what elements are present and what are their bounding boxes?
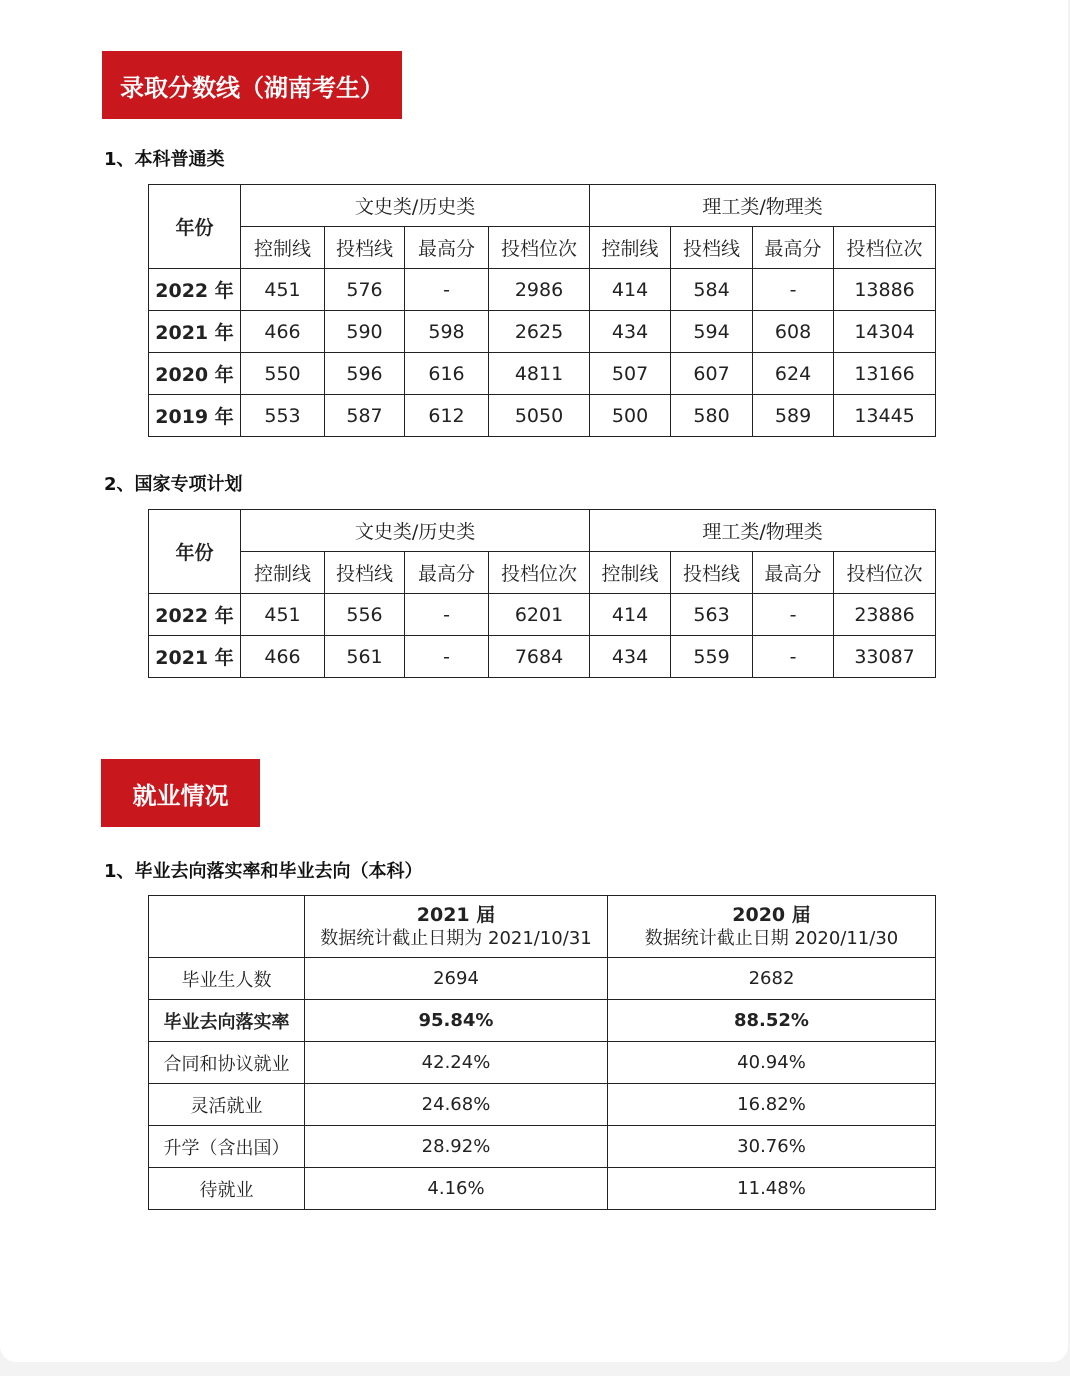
table-cell: 624	[753, 353, 834, 395]
table-cell: -	[753, 269, 834, 311]
row-label: 待就业	[149, 1168, 305, 1210]
table-cell: 414	[590, 594, 671, 636]
column-header: 投档线	[671, 552, 753, 594]
table-cell: 550	[241, 353, 325, 395]
table-cell: 6201	[489, 594, 590, 636]
table-cell: 563	[671, 594, 753, 636]
column-header: 最高分	[405, 552, 489, 594]
table-cell: 451	[241, 269, 325, 311]
year-cell: 2021 年	[149, 311, 241, 353]
table-cell: 500	[590, 395, 671, 437]
table-cell: 589	[753, 395, 834, 437]
table-cell: 612	[405, 395, 489, 437]
year-cell: 2020 年	[149, 353, 241, 395]
table-cell: 580	[671, 395, 753, 437]
year-cell: 2022 年	[149, 594, 241, 636]
year-cell: 2022 年	[149, 269, 241, 311]
table-cell: 556	[325, 594, 405, 636]
table-cell: 42.24%	[305, 1042, 608, 1084]
table-cell: 13886	[834, 269, 936, 311]
table-cell: 608	[753, 311, 834, 353]
table-cell: 28.92%	[305, 1126, 608, 1168]
table-cell: 16.82%	[608, 1084, 936, 1126]
table-cell: 466	[241, 636, 325, 678]
table-row	[149, 269, 936, 311]
column-header: 控制线	[590, 552, 671, 594]
table-cell: 14304	[834, 311, 936, 353]
column-header: 最高分	[405, 227, 489, 269]
table-cell: 576	[325, 269, 405, 311]
table-cell: 451	[241, 594, 325, 636]
column-header: 投档位次	[489, 227, 590, 269]
table-cell: 13445	[834, 395, 936, 437]
row-label: 升学（含出国）	[149, 1126, 305, 1168]
group-header-history: 文史类/历史类	[241, 185, 590, 227]
table-cell: 2694	[305, 958, 608, 1000]
column-header: 控制线	[590, 227, 671, 269]
admission-score-banner: 录取分数线（湖南考生）	[102, 51, 402, 119]
cohort-2020-label: 2020 届	[732, 903, 811, 926]
column-header: 控制线	[241, 227, 325, 269]
national-special-plan-table	[148, 509, 936, 678]
column-header: 投档线	[671, 227, 753, 269]
table-cell: 590	[325, 311, 405, 353]
group-header-history: 文史类/历史类	[241, 510, 590, 552]
table-cell: 559	[671, 636, 753, 678]
table-cell: 598	[405, 311, 489, 353]
employment-heading: 1、毕业去向落实率和毕业去向（本科）	[104, 861, 423, 882]
group-header-physics: 理工类/物理类	[590, 510, 936, 552]
empty-corner-cell	[149, 896, 305, 958]
table-cell: 616	[405, 353, 489, 395]
table-row	[149, 1000, 936, 1042]
table-cell: 2625	[489, 311, 590, 353]
table-cell: 33087	[834, 636, 936, 678]
table-cell: 7684	[489, 636, 590, 678]
column-header: 最高分	[753, 227, 834, 269]
table-cell: -	[405, 594, 489, 636]
table-cell: 587	[325, 395, 405, 437]
column-header: 最高分	[753, 552, 834, 594]
table-cell: 24.68%	[305, 1084, 608, 1126]
year-cell: 2019 年	[149, 395, 241, 437]
year-header: 年份	[149, 510, 241, 594]
group-header-physics: 理工类/物理类	[590, 185, 936, 227]
column-header: 投档位次	[834, 227, 936, 269]
year-header: 年份	[149, 185, 241, 269]
table-row	[149, 594, 936, 636]
table-cell: -	[753, 594, 834, 636]
table-cell: -	[753, 636, 834, 678]
table-cell: 607	[671, 353, 753, 395]
cohort-2021-label: 2021 届	[416, 903, 496, 926]
table-cell: 13166	[834, 353, 936, 395]
table-row	[149, 1126, 936, 1168]
table-cell: 561	[325, 636, 405, 678]
employment-banner: 就业情况	[101, 759, 260, 827]
table-cell: 584	[671, 269, 753, 311]
table-row	[149, 636, 936, 678]
table-cell: 2986	[489, 269, 590, 311]
column-header: 投档线	[325, 552, 405, 594]
table-cell: 88.52%	[608, 1000, 936, 1042]
table-cell: 4811	[489, 353, 590, 395]
table-cell: 30.76%	[608, 1126, 936, 1168]
cohort-2020-cutoff-note: 数据统计截止日期 2020/11/30	[644, 927, 899, 949]
column-header-2020	[608, 896, 936, 958]
table-cell: 95.84%	[305, 1000, 608, 1042]
row-label: 灵活就业	[149, 1084, 305, 1126]
cohort-2021-cutoff-note: 数据统计截止日期为 2021/10/31	[320, 927, 592, 949]
table-cell: 40.94%	[608, 1042, 936, 1084]
row-label: 毕业生人数	[149, 958, 305, 1000]
table-cell: -	[405, 269, 489, 311]
table-cell: 2682	[608, 958, 936, 1000]
column-header-2021	[305, 896, 608, 958]
table-cell: 596	[325, 353, 405, 395]
table-cell: 434	[590, 636, 671, 678]
regular-undergrad-heading: 1、本科普通类	[104, 149, 225, 170]
table-cell: 434	[590, 311, 671, 353]
table-cell: 414	[590, 269, 671, 311]
column-header: 投档线	[325, 227, 405, 269]
row-label: 毕业去向落实率	[149, 1000, 305, 1042]
table-cell: 553	[241, 395, 325, 437]
table-row	[149, 1042, 936, 1084]
table-cell: 466	[241, 311, 325, 353]
table-cell: 11.48%	[608, 1168, 936, 1210]
table-row	[149, 353, 936, 395]
column-header: 投档位次	[834, 552, 936, 594]
table-cell: 594	[671, 311, 753, 353]
table-cell: 5050	[489, 395, 590, 437]
regular-undergrad-table	[148, 184, 936, 437]
employment-table	[148, 895, 936, 1210]
column-header: 投档位次	[489, 552, 590, 594]
year-cell: 2021 年	[149, 636, 241, 678]
table-cell: 507	[590, 353, 671, 395]
national-special-plan-heading: 2、国家专项计划	[104, 474, 243, 495]
table-cell: -	[405, 636, 489, 678]
column-header: 控制线	[241, 552, 325, 594]
table-row	[149, 958, 936, 1000]
table-row	[149, 311, 936, 353]
row-label: 合同和协议就业	[149, 1042, 305, 1084]
table-cell: 4.16%	[305, 1168, 608, 1210]
table-cell: 23886	[834, 594, 936, 636]
table-row	[149, 395, 936, 437]
table-row	[149, 1168, 936, 1210]
table-row	[149, 1084, 936, 1126]
